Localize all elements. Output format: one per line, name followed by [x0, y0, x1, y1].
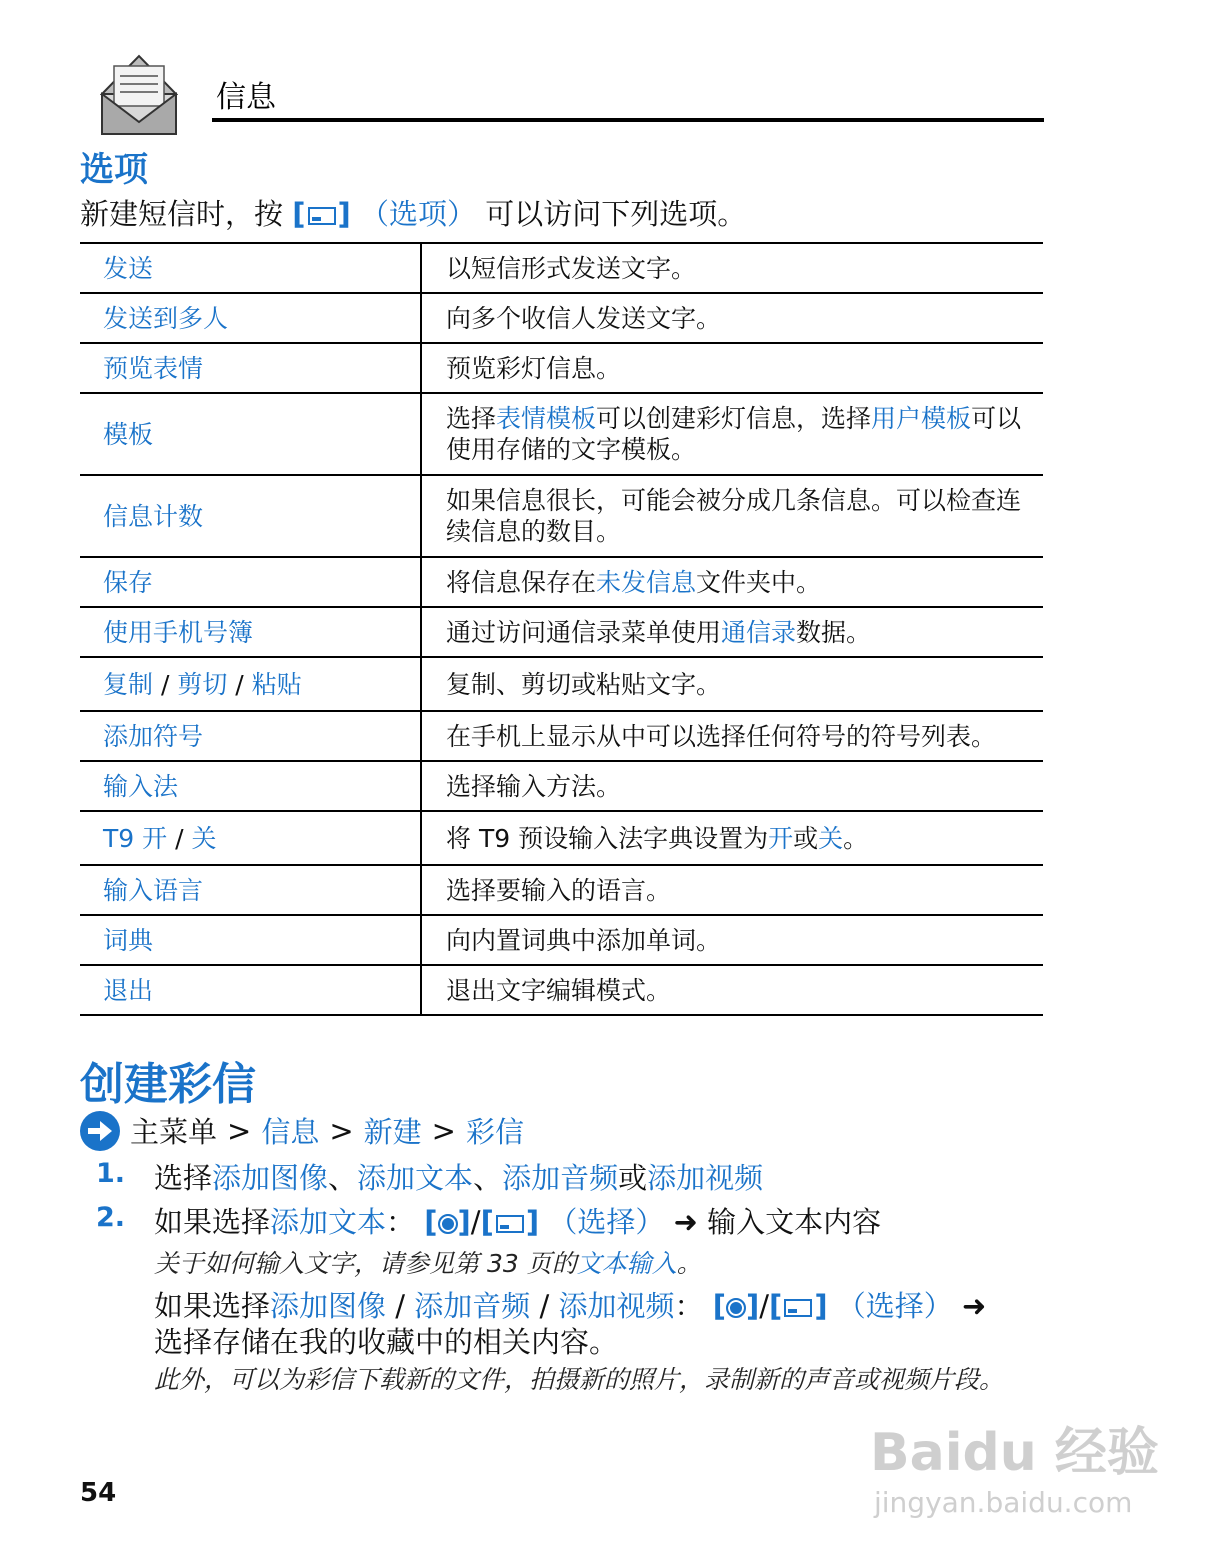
menu-path: 主菜单 > 信息 > 新建 > 彩信 — [80, 1110, 524, 1151]
option-desc-cell: 将信息保存在未发信息文件夹中。 — [421, 557, 1043, 607]
table-row — [80, 811, 1043, 865]
step-2-number: 2. — [96, 1202, 126, 1233]
note-mms-extra: 此外，可以为彩信下载新的文件，拍摄新的照片，录制新的声音或视频片段。 — [154, 1365, 1005, 1394]
option-name-cell: 保存 — [80, 557, 421, 607]
table-row — [80, 711, 1043, 761]
path-item-main-menu: 主菜单 — [130, 1115, 218, 1149]
message-envelope-icon — [100, 44, 178, 136]
softkey-icon — [308, 207, 336, 225]
option-desc-cell: 选择输入方法。 — [421, 761, 1043, 811]
path-item-mms: 彩信 — [465, 1115, 524, 1149]
table-row — [80, 243, 1043, 293]
step-1-number: 1. — [96, 1158, 126, 1189]
option-desc-cell: 在手机上显示从中可以选择任何符号的符号列表。 — [421, 711, 1043, 761]
menu-path-arrow-icon — [80, 1111, 120, 1151]
softkey-icon — [784, 1299, 812, 1317]
center-key-icon — [438, 1214, 458, 1234]
table-row — [80, 293, 1043, 343]
option-name-cell: 发送 — [80, 243, 421, 293]
path-item-new: 新建 — [363, 1115, 422, 1149]
option-name-cell: 模板 — [80, 393, 421, 475]
option-desc-cell: 向多个收信人发送文字。 — [421, 293, 1043, 343]
table-row — [80, 557, 1043, 607]
table-row — [80, 657, 1043, 711]
options-heading: 选项 — [80, 150, 148, 190]
option-desc-cell: 退出文字编辑模式。 — [421, 965, 1043, 1015]
option-name-cell: 预览表情 — [80, 343, 421, 393]
chapter-title: 信息 — [216, 80, 276, 115]
intro-before: 新建短信时，按 — [80, 197, 284, 231]
softkey-icon — [496, 1215, 524, 1233]
options-table — [80, 242, 1043, 1016]
center-key-icon — [726, 1298, 746, 1318]
table-row — [80, 865, 1043, 915]
path-item-messages: 信息 — [261, 1115, 320, 1149]
option-name-cell: 信息计数 — [80, 475, 421, 557]
options-intro — [80, 192, 746, 233]
option-name-cell: 词典 — [80, 915, 421, 965]
option-name-cell: 输入语言 — [80, 865, 421, 915]
step-2b-line2: 选择存储在我的收藏中的相关内容。 — [154, 1325, 619, 1359]
option-desc-cell: 复制、剪切或粘贴文字。 — [421, 657, 1043, 711]
option-desc-cell: 选择要输入的语言。 — [421, 865, 1043, 915]
watermark-url: jingyan.baidu.com — [874, 1486, 1133, 1519]
note-text-input: 关于如何输入文字，请参见第 33 页的文本输入。 — [154, 1249, 702, 1278]
option-name-cell: 使用手机号簿 — [80, 607, 421, 657]
option-desc-cell: 预览彩灯信息。 — [421, 343, 1043, 393]
option-name-cell: 发送到多人 — [80, 293, 421, 343]
option-name-cell: 退出 — [80, 965, 421, 1015]
mms-heading: 创建彩信 — [80, 1059, 256, 1110]
option-desc-cell: 向内置词典中添加单词。 — [421, 915, 1043, 965]
option-desc-cell: 将 T9 预设输入法字典设置为开或关。 — [421, 811, 1043, 865]
table-row — [80, 343, 1043, 393]
watermark-logo: Baidu 经验 — [870, 1423, 1159, 1483]
option-name-cell: 复制 / 剪切 / 粘贴 — [80, 657, 421, 711]
arrow-icon: ➜ — [962, 1289, 987, 1323]
table-row — [80, 607, 1043, 657]
page-number: 54 — [80, 1478, 117, 1508]
table-row — [80, 393, 1043, 475]
table-row — [80, 965, 1043, 1015]
table-row — [80, 475, 1043, 557]
option-desc-cell: 通过访问通信录菜单使用通信录数据。 — [421, 607, 1043, 657]
step-2b-text: 如果选择添加图像 / 添加音频 / 添加视频： [ ]/[ ] （选择） ➜ — [154, 1289, 987, 1323]
option-name-cell: 输入法 — [80, 761, 421, 811]
table-row — [80, 915, 1043, 965]
option-name-cell: 添加符号 — [80, 711, 421, 761]
option-desc-cell: 如果信息很长，可能会被分成几条信息。可以检查连续信息的数目。 — [421, 475, 1043, 557]
step-1-text: 选择添加图像、添加文本、添加音频或添加视频 — [154, 1161, 764, 1195]
option-desc-cell: 选择表情模板可以创建彩灯信息，选择用户模板可以使用存储的文字模板。 — [421, 393, 1043, 475]
header-rule — [212, 118, 1044, 122]
option-desc-cell: 以短信形式发送文字。 — [421, 243, 1043, 293]
intro-key-label: （选项） — [359, 197, 476, 231]
intro-after: 可以访问下列选项。 — [485, 197, 747, 231]
option-name-cell: T9 开 / 关 — [80, 811, 421, 865]
options-softkey: [ ] — [292, 197, 351, 231]
arrow-icon: ➜ — [673, 1205, 698, 1239]
table-row — [80, 761, 1043, 811]
step-2-text: 如果选择添加文本： [ ]/[ ] （选择） ➜ 输入文本内容 — [154, 1205, 882, 1239]
